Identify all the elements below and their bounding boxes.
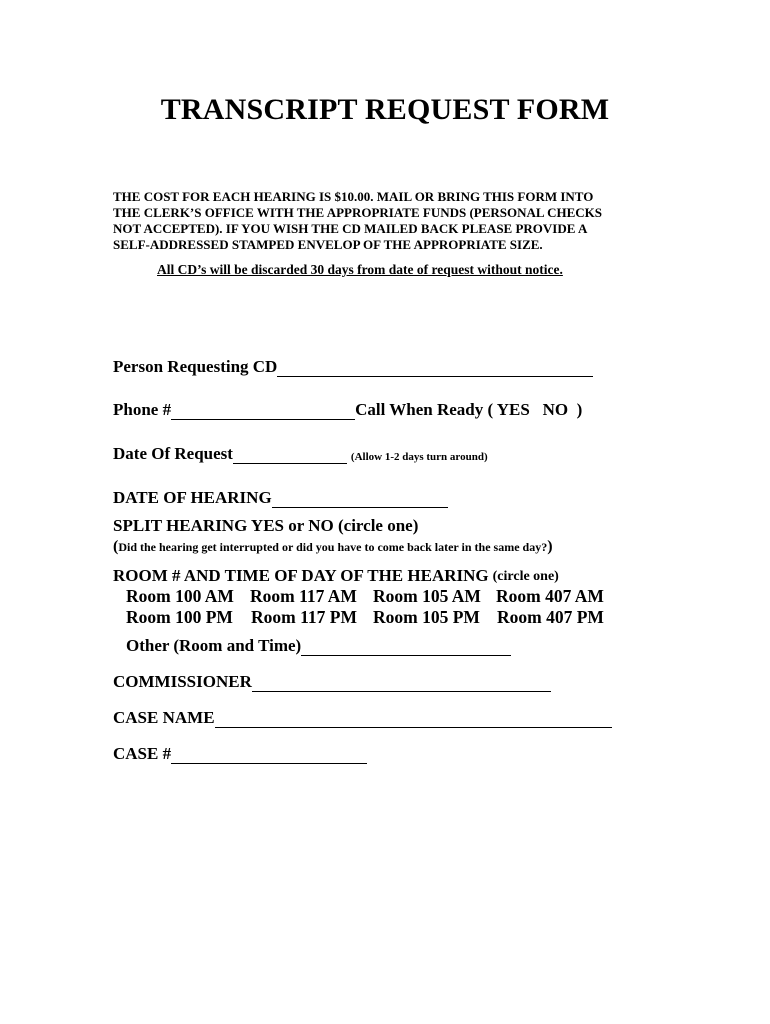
- date-of-request-label: Date Of Request: [113, 444, 233, 463]
- split-hearing-row: [113, 516, 418, 536]
- case-number-field[interactable]: [171, 746, 367, 764]
- person-requesting-label: Person Requesting CD: [113, 357, 278, 376]
- case-name-field[interactable]: [215, 710, 612, 728]
- person-requesting-field[interactable]: [277, 359, 593, 377]
- room-option[interactable]: Room 105 AM: [373, 586, 481, 606]
- room-option[interactable]: Room 407 PM: [497, 607, 604, 627]
- case-number-label: CASE #: [113, 744, 172, 763]
- intro-line-1: THE COST FOR EACH HEARING IS $10.00. MAIL OR BRING THIS FORM INTO: [113, 189, 594, 204]
- case-name-row: [113, 708, 612, 728]
- room-option[interactable]: Room 100 PM: [126, 607, 233, 627]
- split-hearing-question-row: (Did the hearing get interrupted or did you have to come back later in the same day?): [113, 538, 553, 555]
- date-of-request-field[interactable]: [233, 446, 347, 464]
- case-number-row: [113, 744, 367, 764]
- discard-notice: All CD’s will be discarded 30 days from date of request without notice.: [157, 262, 563, 277]
- phone-field[interactable]: [171, 402, 355, 420]
- room-label: ROOM # AND TIME OF DAY OF THE HEARING: [113, 566, 489, 585]
- room-row: [113, 566, 559, 586]
- phone-row: [113, 400, 582, 420]
- phone-label: Phone #: [113, 400, 172, 419]
- room-option[interactable]: Room 117 AM: [250, 586, 357, 606]
- room-options-am: [126, 586, 604, 607]
- commissioner-field[interactable]: [252, 674, 551, 692]
- date-of-request-row: [113, 444, 488, 464]
- commissioner-label: COMMISSIONER: [113, 672, 252, 691]
- room-option[interactable]: Room 117 PM: [251, 607, 357, 627]
- other-room-row: [126, 636, 511, 656]
- date-of-hearing-field[interactable]: [272, 490, 448, 508]
- room-option[interactable]: Room 105 PM: [373, 607, 480, 627]
- intro-line-4: SELF-ADDRESSED STAMPED ENVELOP OF THE APPROPRIATE SIZE.: [113, 237, 543, 252]
- call-when-ready-label[interactable]: Call When Ready ( YES NO ): [355, 400, 583, 419]
- commissioner-row: [113, 672, 551, 692]
- date-of-hearing-label: DATE OF HEARING: [113, 488, 272, 507]
- form-title: TRANSCRIPT REQUEST FORM: [160, 93, 610, 126]
- date-of-hearing-row: [113, 488, 448, 508]
- person-requesting-row: [113, 357, 593, 377]
- other-room-field[interactable]: [301, 638, 511, 656]
- turnaround-note: (Allow 1-2 days turn around): [350, 451, 488, 463]
- split-hearing-question: Did the hearing get interrupted or did you have to come back later in the same day?: [118, 540, 548, 554]
- split-hearing-label[interactable]: SPLIT HEARING YES or NO (circle one): [113, 516, 419, 535]
- room-option[interactable]: Room 100 AM: [126, 586, 234, 606]
- room-option[interactable]: Room 407 AM: [496, 586, 604, 606]
- case-name-label: CASE NAME: [113, 708, 215, 727]
- intro-line-3: NOT ACCEPTED). IF YOU WISH THE CD MAILED BACK PLEASE PROVIDE A: [113, 221, 588, 236]
- other-room-label: Other (Room and Time): [126, 636, 302, 655]
- intro-line-2: THE CLERK’S OFFICE WITH THE APPROPRIATE FUNDS (PERSONAL CHECKS: [113, 205, 603, 220]
- room-options-pm: [126, 607, 604, 628]
- room-circle-note: (circle one): [492, 569, 559, 584]
